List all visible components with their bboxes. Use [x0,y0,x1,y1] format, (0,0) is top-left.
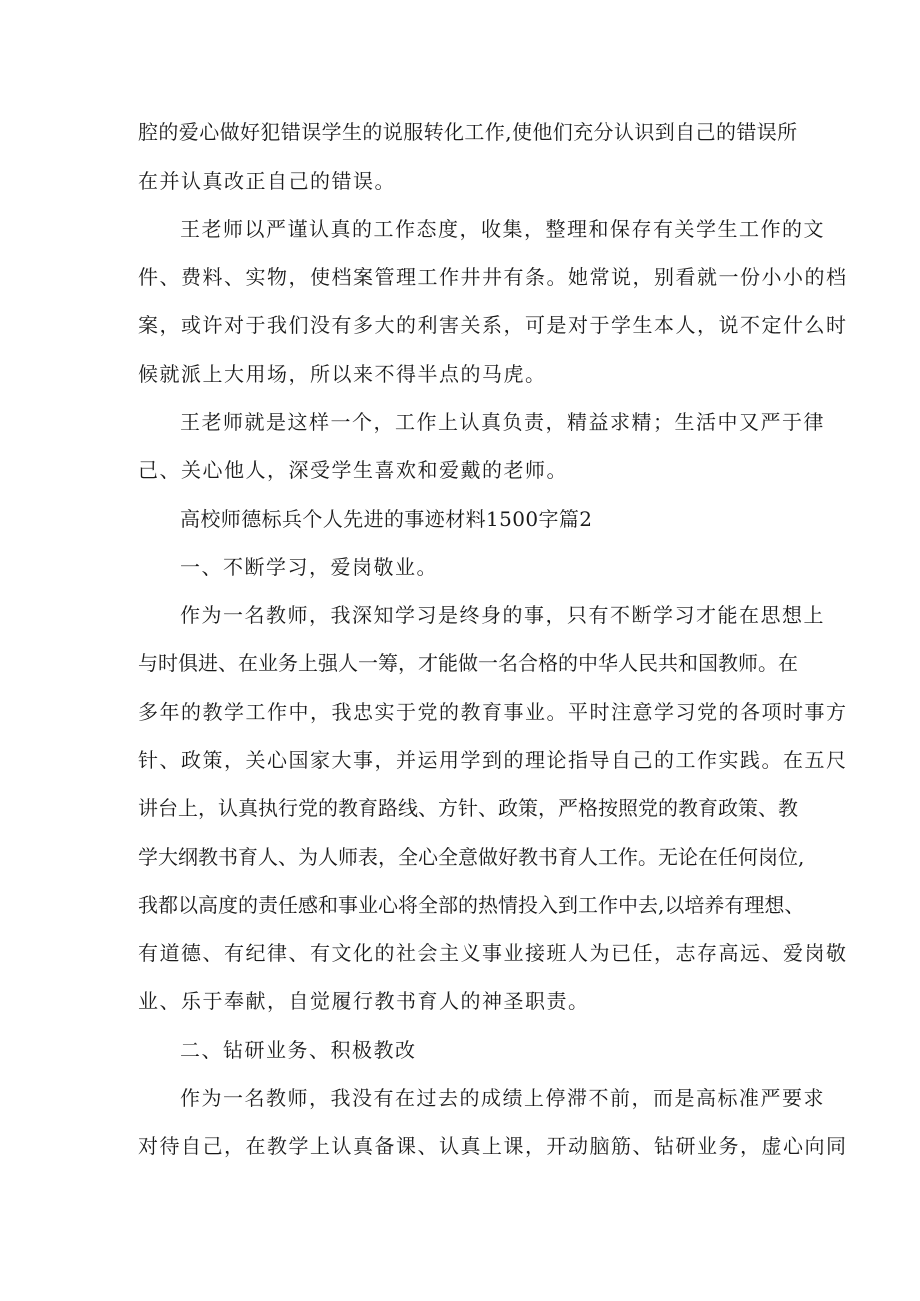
paragraph-first-line: 作为一名教师，我没有在过去的成绩上停滞不前，而是高标准严要求 [180,1086,825,1110]
text-line: 在并认真改正自己的错误。 [138,169,396,193]
text-line: 己、关心他人，深受学生喜欢和爱戴的老师。 [138,458,568,482]
text-line: 我都以高度的责任感和事业心将全部的热情投入到工作中去,以培养有理想、 [138,893,805,917]
text-line: 有道德、有纪律、有文化的社会主义事业接班人为已任，志存高远、爱岗敬 [138,941,848,965]
paragraph-first-line: 王老师以严谨认真的工作态度，收集，整理和保存有关学生工作的文 [180,217,825,241]
section-heading: 一、不断学习，爱岗敬业。 [180,555,438,579]
text-line: 腔的爱心做好犯错误学生的说服转化工作,使他们充分认识到自己的错误所 [138,120,798,144]
section-heading: 二、钻研业务、积极教改 [180,1038,417,1062]
section-title: 高校师德标兵个人先进的事迹材料1500字篇2 [180,507,593,531]
text-line: 讲台上，认真执行党的教育路线、方针、政策，严格按照党的教育政策、教 [138,796,798,820]
text-line: 业、乐于奉献，自觉履行教书育人的神圣职责。 [138,989,590,1013]
paragraph-first-line: 作为一名教师，我深知学习是终身的事，只有不断学习才能在思想上 [180,603,825,627]
text-line: 候就派上大用场，所以来不得半点的马虎。 [138,362,547,386]
text-line: 件、费料、实物，使档案管理工作井井有条。她常说，别看就一份小小的档 [138,265,848,289]
text-line: 与时俱进、在业务上强人一筹，才能做一名合格的中华人民共和国教师。在 [138,651,798,675]
paragraph-first-line: 王老师就是这样一个，工作上认真负责，精益求精；生活中又严于律 [180,410,825,434]
text-line: 学大纲教书育人、为人师表，全心全意做好教书育人工作。无论在任何岗位, [138,845,805,869]
text-line: 多年的教学工作中，我忠实于党的教育事业。平时注意学习党的各项时事方 [138,700,848,724]
text-line: 对待自己，在教学上认真备课、认真上课，开动脑筋、钻研业务，虚心向同 [138,1134,848,1158]
text-line: 针、政策，关心国家大事，并运用学到的理论指导自己的工作实践。在五尺 [138,748,848,772]
text-line: 案，或许对于我们没有多大的利害关系，可是对于学生本人，说不定什么时 [138,313,848,337]
